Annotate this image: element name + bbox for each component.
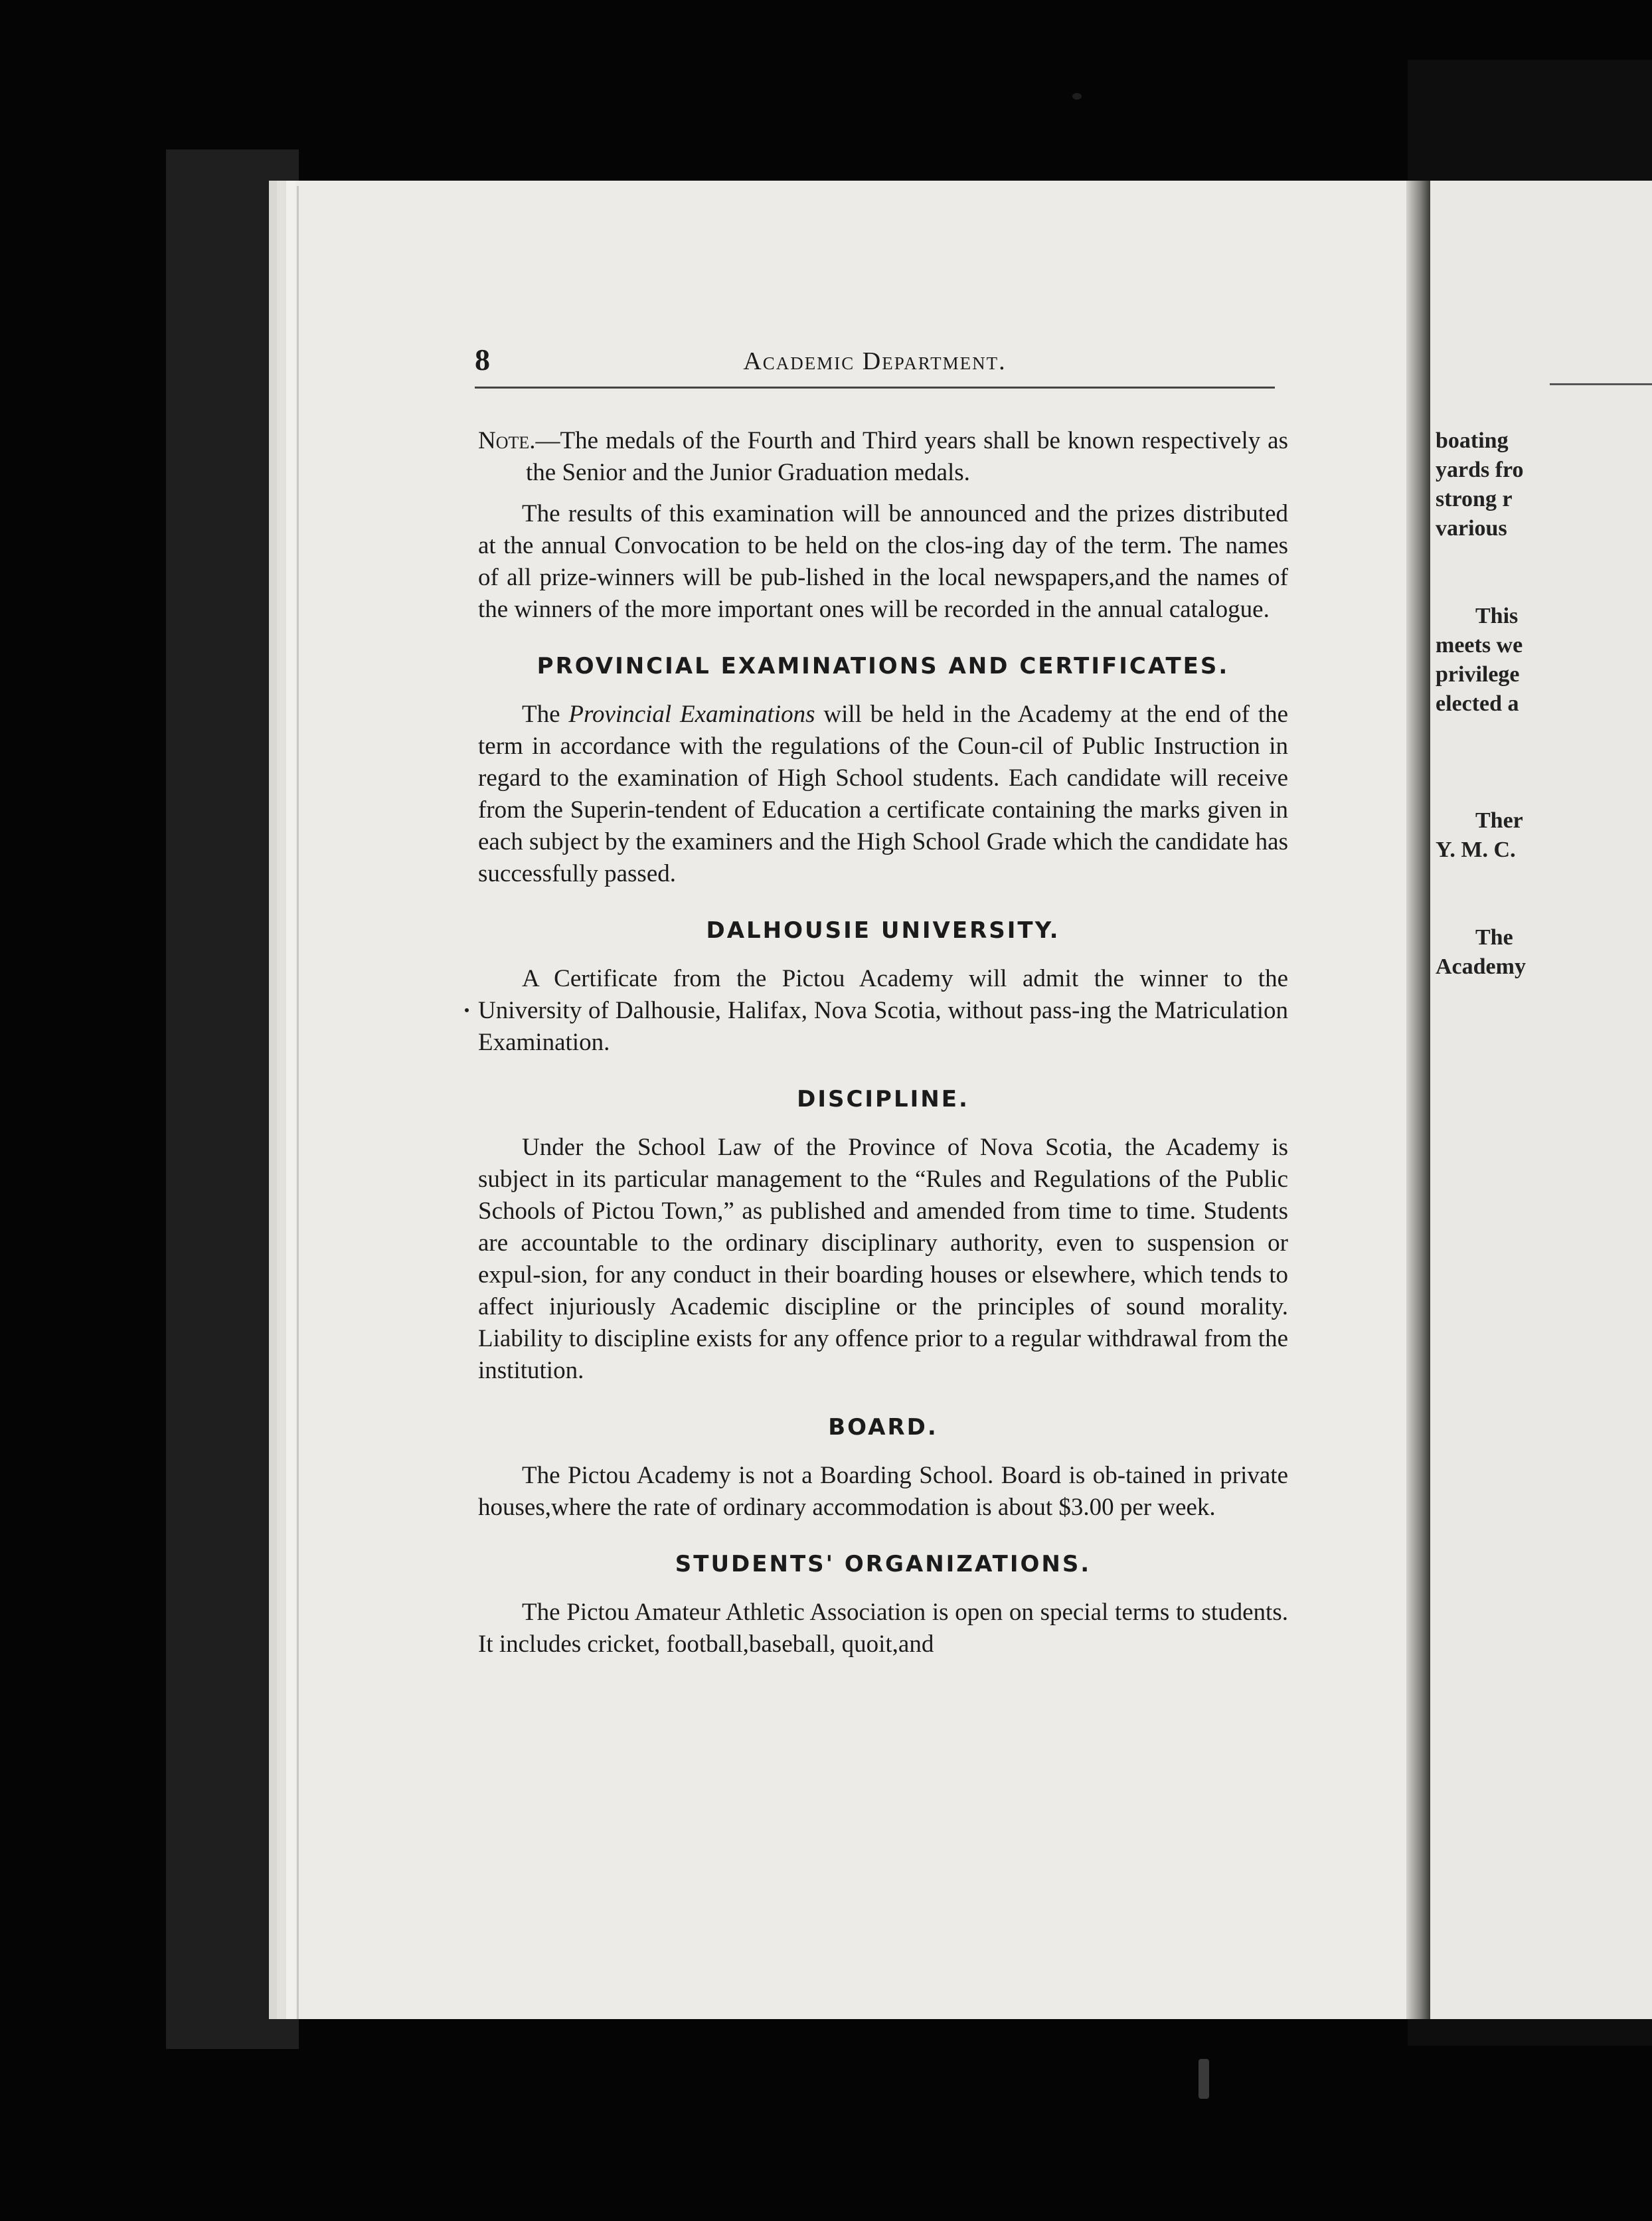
provincial-examinations-emphasis: Provincial Examinations [568,701,815,728]
facing-line: meets we [1436,633,1523,658]
provincial-text-rest: will be held in the Academy at the end of the term in accordance with the regulations of the Coun-cil of Public Instruction in regard to the examination of High School students. Each candidate will receive from the Superin-tendent of Education a certificate containing the marks given in each subject by the examiners and the High School Grade which the candidate has successfully passed. [478,701,1288,887]
book-gutter [1406,181,1430,2019]
facing-line: Y. M. C. [1436,838,1516,862]
running-header [475,340,1275,389]
results-paragraph: The results of this examination will be announced and the prizes distributed at the annual Convocation to be held on the clos-ing day of the term. The names of all prize-winners will be pub-lished in the local newspapers,and the names of the winners of the more important ones will be recorded in the annual catalogue. [478,500,1288,623]
facing-line [1436,573,1652,602]
heading-discipline: DISCIPLINE. [797,1086,969,1112]
facing-line: Academy [1436,954,1526,979]
facing-line [1436,777,1652,806]
heading-provincial-examinations: PROVINCIAL EXAMINATIONS AND CERTIFICATES. [537,653,1230,679]
note-paragraph [478,425,1288,489]
heading-students-organizations: STUDENTS' ORGANIZATIONS. [675,1551,1092,1577]
facing-line [1436,748,1652,777]
provincial-paragraph [478,699,1288,890]
facing-line [1436,719,1652,748]
facing-line: privilege [1436,662,1520,687]
note-text: —The medals of the Fourth and Third years shall be known respectively as the Senior and the Junior Graduation medals. [526,427,1288,486]
facing-header-rule [1550,383,1652,385]
facing-line: various [1436,516,1507,541]
facing-line [1436,543,1652,573]
facing-page-text [1436,426,1652,982]
facing-line: strong r [1436,487,1513,511]
dalhousie-paragraph: A Certificate from the Pictou Academy will admit the winner to the University of Dalhousie, Halifax, Nova Scotia, without pass-ing the Matriculation Examination. [478,965,1288,1056]
facing-line [1436,865,1652,894]
text-column [478,425,1288,1660]
scan-speck [1198,2059,1209,2099]
discipline-paragraph: Under the School Law of the Province of Nova Scotia, the Academy is subject in its particular management to the “Rules and Regulations of the Public Schools of Pictou Town,” as published and amended from time to time. Students are accountable to the ordinary disciplinary authority, even to suspension or expul-sion, for any conduct in their boarding houses or elsewhere, which tends to affect injuriously Academic discipline or the principles of sound morality. Liability to discipline exists for any offence prior to a regular withdrawal from the institution. [478,1134,1288,1384]
facing-line: Ther [1475,808,1523,833]
running-title: Academic Department. [743,347,1007,375]
organizations-paragraph: The Pictou Amateur Athletic Association is open on special terms to students. It includes cricket, football,baseball, quoit,and [478,1599,1288,1658]
facing-line: yards fro [1436,458,1524,482]
facing-line [1436,894,1652,923]
heading-dalhousie-university: DALHOUSIE UNIVERSITY. [706,917,1060,944]
facing-page [1430,181,1652,2019]
scan-speck [465,1008,469,1012]
board-paragraph: The Pictou Academy is not a Boarding School. Board is ob-tained in private houses,where the rate of ordinary accommodation is about $3.00 per week. [478,1462,1288,1521]
facing-line: The [1475,925,1513,950]
provincial-text-start: The [522,701,569,728]
facing-line: boating [1436,428,1509,453]
page-number: 8 [475,343,490,377]
heading-board: BOARD. [828,1414,938,1441]
facing-line: elected a [1436,691,1519,716]
note-label: Note. [478,427,536,454]
facing-line: This [1475,604,1519,628]
scan-speck [1072,93,1082,100]
